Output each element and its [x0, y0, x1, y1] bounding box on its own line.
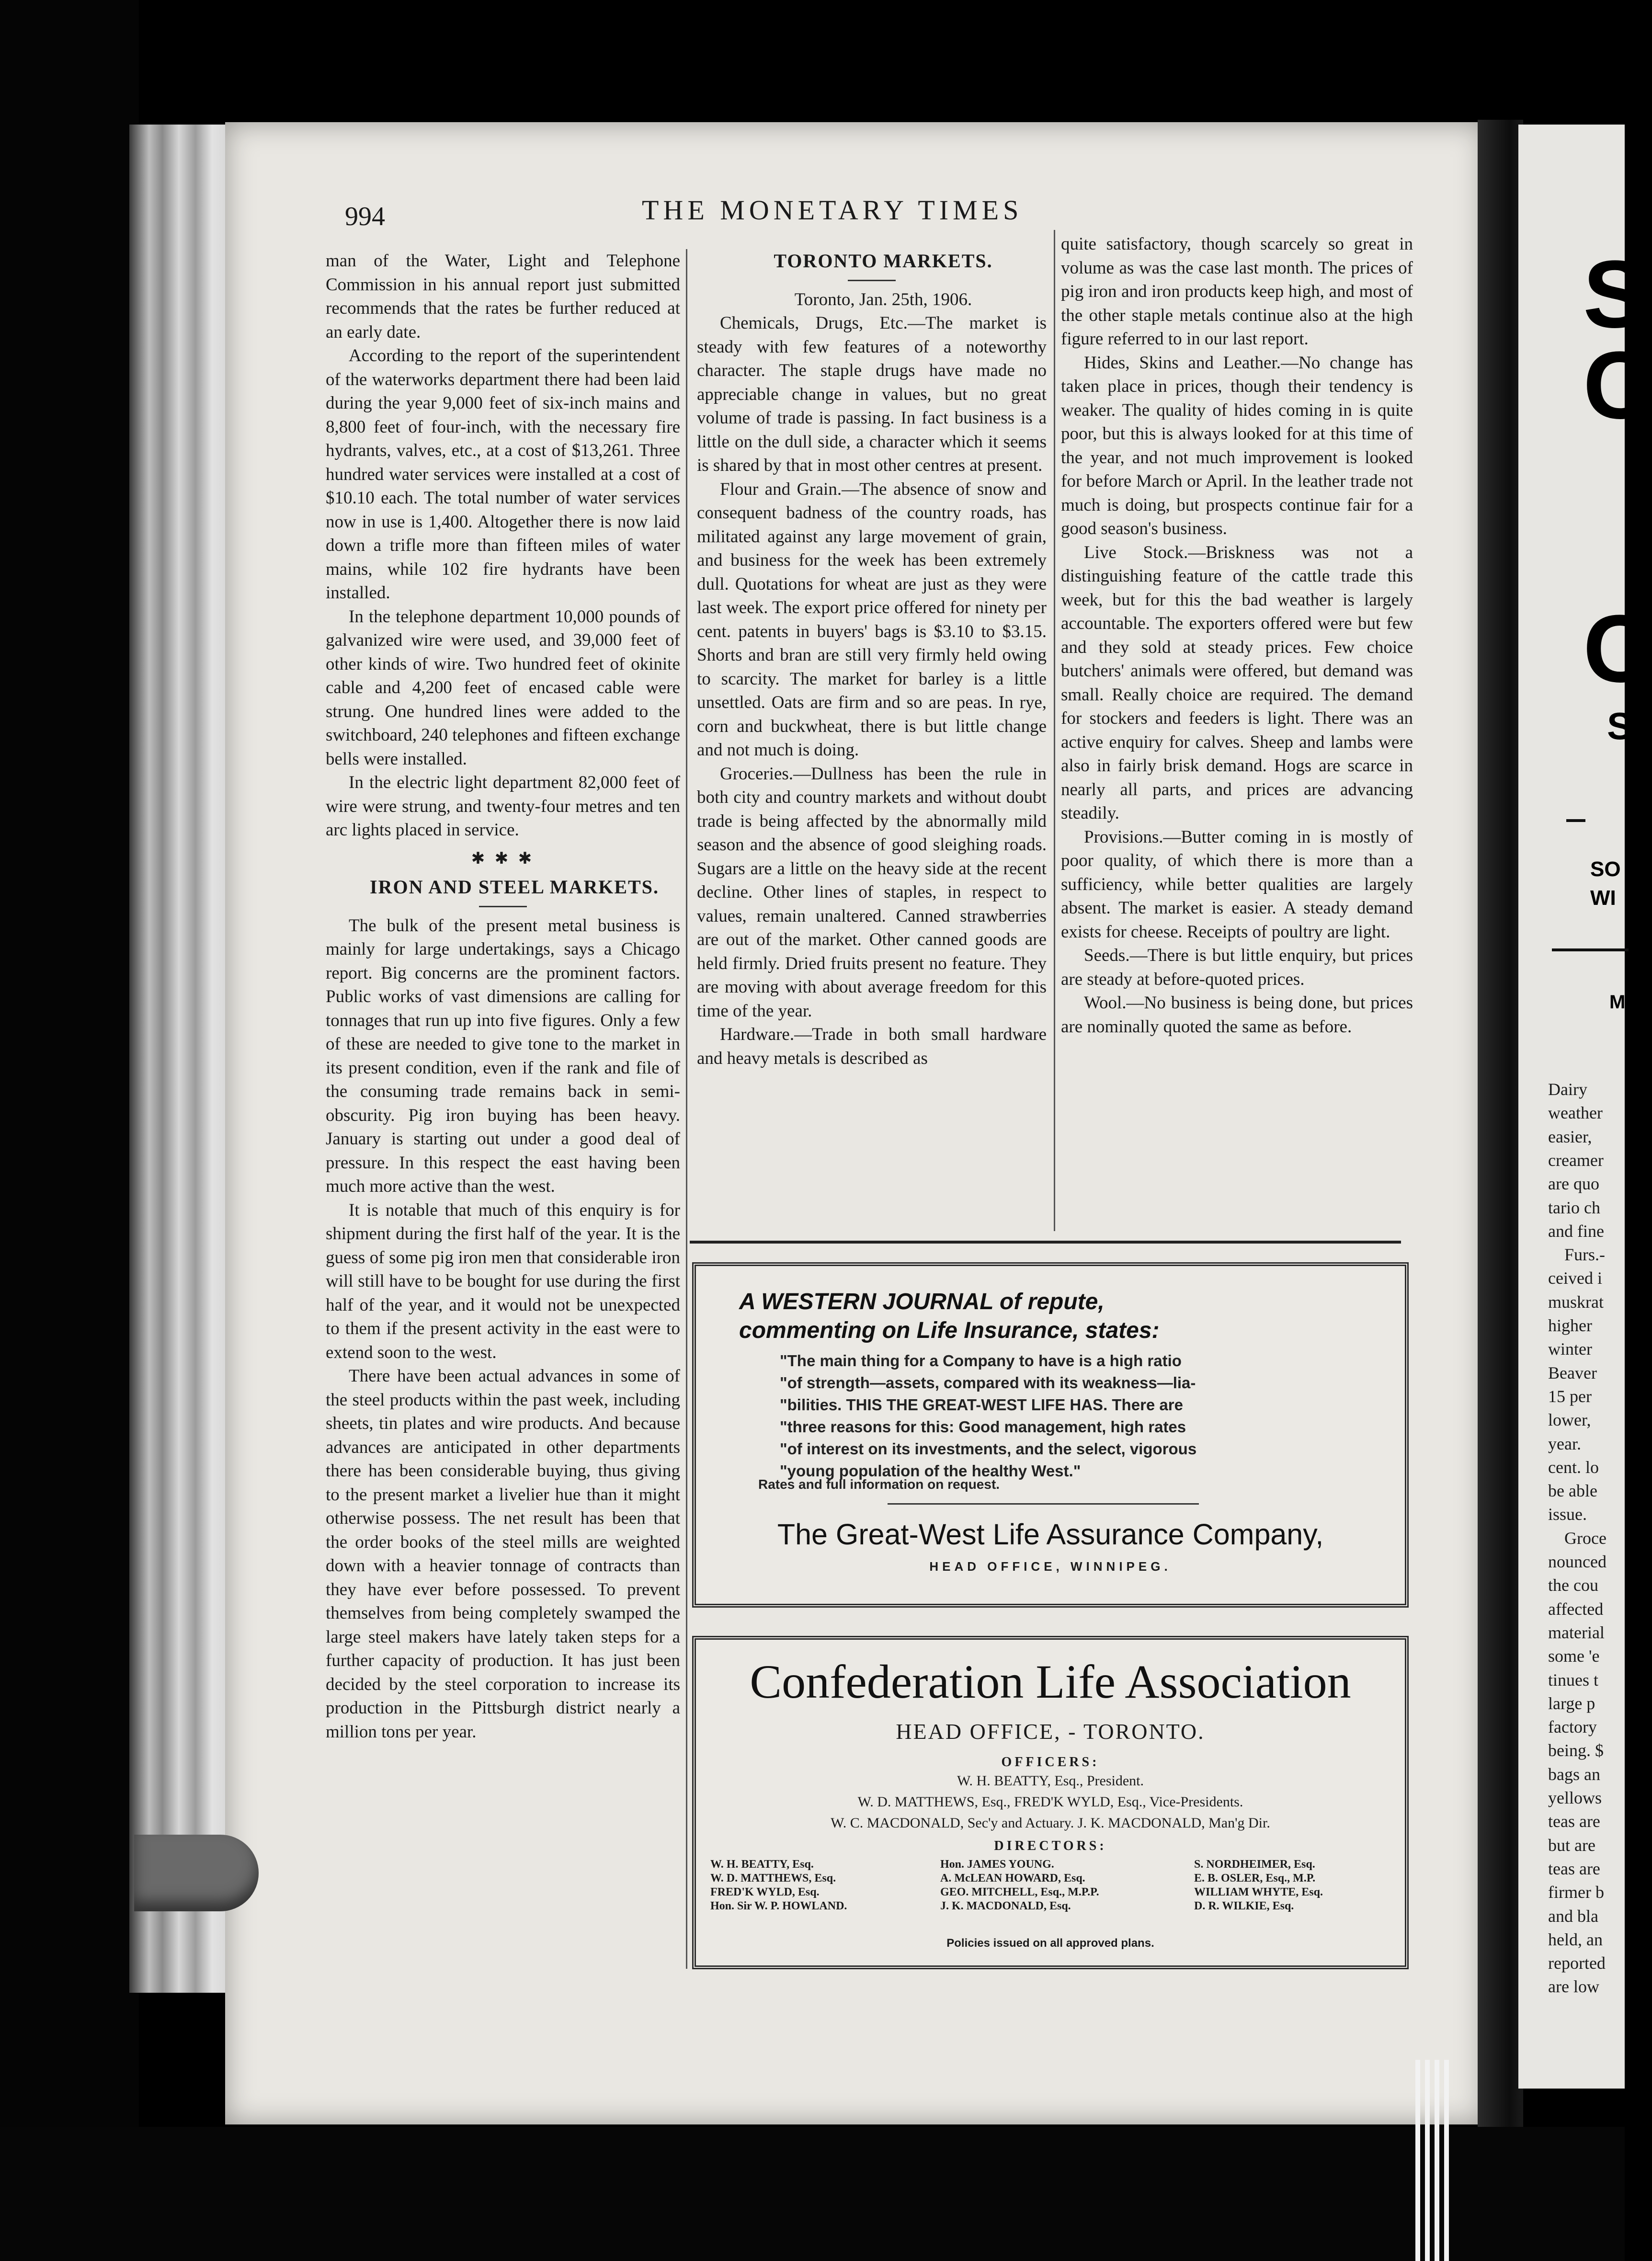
book-gutter — [1478, 120, 1523, 2132]
facing-page-large-letter: C — [1583, 332, 1652, 439]
article-paragraph: In the telephone department 10,000 pounds of galvanized wire were used, and 39,000 feet of other kinds of wire. Two hundred feet of okinite cable and 4,200 feet of encased cable were strung. One hundred lines were added to the switchboard, 240 telephones and fifteen exchange bells were installed. — [326, 606, 680, 769]
facing-page-large-letter: S — [1583, 241, 1647, 348]
film-mark — [1444, 2060, 1449, 2261]
article-paragraph: The bulk of the present metal business is mainly for large undertakings, says a Chicago report. Big concerns are the prominent factors. Public works of vast dimensions are calling for tonnages that run up into five figures. Only a few of these are needed to give tone to the market in its present condition, even if the rank and file of the consuming trade remains back in semi-obscurity. Pig iron buying has been heavy. January is starting out under a good deal of pressure. In this respect the east having been much more active than the west. — [326, 915, 680, 1196]
heading-rule — [479, 906, 527, 907]
facing-page-line: higher — [1548, 1316, 1592, 1335]
facing-page-dash — [1566, 819, 1585, 822]
toronto-markets-heading: TORONTO MARKETS. — [774, 250, 993, 272]
facing-page-line: bags an — [1548, 1764, 1600, 1784]
film-margin-bottom — [0, 2127, 1625, 2261]
section-ornament: ✱ ✱ ✱ — [471, 849, 535, 868]
director-name: W. H. BEATTY, Esq. — [710, 1858, 814, 1871]
facing-page-line: ceived i — [1548, 1268, 1602, 1288]
article-paragraph: According to the report of the superintendent of the waterworks department there had been laid during the year 9,000 feet of six-inch mains and 8,800 feet of four-inch, with the necessary fire hydrants, valves, etc., at a cost of $13,261. Three hundred water services were installed at a cost of $10.10 each. The total number of water services now in use is 1,400. Altogether there is now laid down a trifle more than fifteen miles of water mains, while 102 fire hydrants have been installed. — [326, 346, 680, 603]
book-page-edges — [129, 125, 239, 1993]
facing-page-line: weather — [1548, 1103, 1603, 1123]
facing-page-line: being. $ — [1548, 1741, 1604, 1760]
facing-page-line: teas are — [1548, 1859, 1600, 1878]
facing-page-line: issue. — [1548, 1505, 1587, 1524]
article-paragraph: quite satisfactory, though scarcely so great in volume as was the case last month. The prices of pig iron and iron products keep high, and most of the other staple metals continue also at the high figure referred to in our last report. — [1061, 234, 1413, 349]
directors-column — [710, 1858, 847, 1913]
article-paragraph: Hides, Skins and Leather.—No change has taken place in prices, though their tendency is weaker. The quality of hides coming in is quite poor, but this is always looked for at this time of the year, and not much improvement is looked for before March or April. In the leather trade not much is doing, but prospects continue fair for a good season's business. — [1061, 353, 1413, 538]
facing-page-line: be able — [1548, 1481, 1597, 1501]
director-name: W. D. MATTHEWS, Esq. — [710, 1872, 836, 1884]
facing-page-line: material — [1548, 1622, 1605, 1642]
facing-page-line: some 'e — [1548, 1646, 1600, 1666]
advert-note: Rates and full information on request. — [758, 1477, 1000, 1492]
quote-line: "three reasons for this: Good management, high rates — [780, 1418, 1186, 1436]
director-name: GEO. MITCHELL, Esq., M.P.P. — [940, 1886, 1099, 1898]
iron-steel-heading: IRON AND STEEL MARKETS. — [370, 876, 659, 898]
great-west-life-advert — [692, 1262, 1409, 1608]
facing-page-line: and fine — [1548, 1221, 1604, 1241]
facing-page-line: reported — [1548, 1953, 1606, 1973]
directors-column — [940, 1858, 1099, 1913]
column-2 — [697, 249, 1047, 1070]
quote-line: "young population of the healthy West." — [780, 1462, 1081, 1480]
facing-page — [1518, 125, 1652, 2089]
advert-head-office: HEAD OFFICE, - TORONTO. — [896, 1719, 1205, 1744]
film-mark — [1435, 2060, 1439, 2261]
director-name: FRED'K WYLD, Esq. — [710, 1886, 820, 1898]
article-paragraph: Groceries.—Dullness has been the rule in both city and country markets and without doubt trade is being affected by the abnormally mild season and the absence of good sleighing roads. Sugars are a little on the heavy side at the recent decline. Other lines of staples, in respect to values, remain unaltered. Canned strawberries are out of the market. Other canned goods are held firmly. Dried fruits present no feature. They are moving with about average freedom for this time of the year. — [697, 764, 1047, 1021]
article-paragraph: Seeds.—There is but little enquiry, but prices are steady at before-quoted prices. — [1061, 946, 1413, 989]
facing-page-line: are low — [1548, 1977, 1599, 1997]
article-paragraph: Chemicals, Drugs, Etc.—The market is steady with few features of a noteworthy character. The staple drugs have made no appreciable change in values, but no great volume of trade is passing. In fact business is a little on the dull side, a character which it seems is shared by that in most other centres at present. — [697, 313, 1047, 475]
page-number: 994 — [345, 202, 385, 231]
advert-rule — [888, 1503, 1199, 1505]
article-paragraph: Flour and Grain.—The absence of snow and consequent badness of the country roads, has militated against any large movement of grain, and business for the week has been extremely dull. Quotations for wheat are just as they were last week. The export price offered for ninety per cent. patents in buyers' bags is $3.10 to $3.15. Shorts and bran are still very firmly held owing to scarcity. The market for barley is a little unsettled. Oats are firm and so are peas. In rye, corn and buckwheat, there is but little change and not much is doing. — [697, 479, 1047, 760]
officer-president: W. H. BEATTY, Esq., President. — [957, 1773, 1144, 1789]
advert-company-name: Confederation Life Association — [750, 1655, 1351, 1708]
facing-page-caps: WI — [1590, 886, 1616, 910]
facing-page-line: 15 per — [1548, 1386, 1592, 1406]
advert-headline-line: commenting on Life Insurance, states: — [739, 1318, 1160, 1343]
facing-page-large-letter: C — [1583, 595, 1652, 702]
facing-page-line: are quo — [1548, 1174, 1599, 1194]
article-paragraph: It is notable that much of this enquiry is for shipment during the first half of the year. It is the guess of some pig iron men that considerable iron will still have to be bought for use during the first half of the year, and it would not be unexpected to them if the present activity in the east were to extend soon to the west. — [326, 1200, 680, 1362]
article-paragraph: Wool.—No business is being done, but prices are nominally quoted the same as before. — [1061, 993, 1413, 1037]
column-3 — [1061, 232, 1413, 1039]
director-name: WILLIAM WHYTE, Esq. — [1194, 1886, 1323, 1898]
officer-vice-presidents: W. D. MATTHEWS, Esq., FRED'K WYLD, Esq., Vice-Presidents. — [857, 1794, 1243, 1810]
facing-page-line: Beaver — [1548, 1363, 1597, 1382]
facing-page-line: firmer b — [1548, 1883, 1604, 1902]
masthead: THE MONETARY TIMES — [642, 194, 1023, 226]
confederation-life-advert — [692, 1636, 1409, 1969]
advert-headline — [739, 1288, 1160, 1345]
facing-page-caps: SO — [1590, 857, 1621, 881]
advert-company-name: The Great-West Life Assurance Company, — [777, 1518, 1324, 1551]
facing-page-line: year. — [1548, 1434, 1581, 1453]
advert-quote — [780, 1350, 1379, 1482]
heading-rule — [848, 280, 896, 281]
article-paragraph: There have been actual advances in some of the steel products within the past week, including sheets, tin plates and wire products. And because advances are anticipated in other departments there has been considerable buying, thus giving to the present market a livelier hue than it might otherwise possess. The net result has been that the order books of the steel mills are weighted down with a heavier tonnage of contracts than they have ever before possessed. To prevent themselves from being completely swamped the large steel makers have lately taken steps for a further capacity of production. It has just been decided by the steel corporation to increase its production in the Pittsburgh district nearly a million tons per year. — [326, 1366, 680, 1742]
facing-page-line: lower, — [1548, 1410, 1591, 1430]
facing-page-line: easier, — [1548, 1127, 1592, 1146]
film-mark — [1425, 2060, 1430, 2261]
column-1 — [326, 249, 680, 1744]
facing-page-large-letter: S — [1607, 705, 1633, 747]
facing-page-line: nounced — [1548, 1552, 1606, 1571]
facing-page-line: tario ch — [1548, 1198, 1600, 1217]
directors-column — [1194, 1858, 1323, 1913]
facing-page-line: cent. lo — [1548, 1457, 1599, 1477]
officer-secretary: W. C. MACDONALD, Sec'y and Actuary. J. K. MACDONALD, Man'g Dir. — [831, 1815, 1270, 1831]
facing-page-line: Furs.- — [1564, 1245, 1606, 1265]
advert-divider — [690, 1241, 1401, 1244]
directors-label: DIRECTORS: — [994, 1838, 1107, 1853]
facing-page-line: yellows — [1548, 1788, 1602, 1807]
facing-page-rule — [1552, 948, 1629, 951]
facing-page-line: factory — [1548, 1717, 1597, 1737]
quote-line: "bilities. THIS THE GREAT-WEST LIFE HAS. There are — [780, 1396, 1183, 1414]
director-name: D. R. WILKIE, Esq. — [1194, 1900, 1294, 1912]
film-mark — [1415, 2060, 1420, 2261]
director-name: Hon. Sir W. P. HOWLAND. — [710, 1900, 847, 1912]
column-rule — [1054, 230, 1055, 1231]
facing-page-line: teas are — [1548, 1812, 1600, 1831]
director-name: J. K. MACDONALD, Esq. — [940, 1900, 1071, 1912]
facing-page-line: large p — [1548, 1693, 1595, 1713]
quote-line: "of interest on its investments, and the select, vigorous — [780, 1440, 1197, 1458]
advert-head-office: HEAD OFFICE, WINNIPEG. — [929, 1559, 1172, 1574]
director-name: A. McLEAN HOWARD, Esq. — [940, 1872, 1085, 1884]
facing-page-line: tinues t — [1548, 1670, 1598, 1690]
facing-page-letter: M — [1609, 992, 1626, 1013]
facing-page-line: affected — [1548, 1599, 1604, 1619]
article-paragraph: In the electric light department 82,000 feet of wire were strung, and twenty-four metres and ten arc lights placed in service. — [326, 773, 680, 840]
article-paragraph: Hardware.—Trade in both small hardware and heavy metals is described as — [697, 1025, 1047, 1068]
director-name: S. NORDHEIMER, Esq. — [1194, 1858, 1315, 1871]
facing-page-line: muskrat — [1548, 1292, 1604, 1312]
film-margin-left — [0, 0, 139, 2261]
officers-label: OFFICERS: — [1001, 1755, 1100, 1770]
article-paragraph: Provisions.—Butter coming in is mostly of poor quality, of which there is more than a sufficiency, while better qualities are largely absent. The market is easier. A steady demand exists for cheese. Receipts of poultry are light. — [1061, 827, 1413, 942]
facing-page-line: creamer — [1548, 1150, 1604, 1170]
facing-page-line: but are — [1548, 1835, 1595, 1855]
advert-headline-line: A WESTERN JOURNAL of repute, — [739, 1289, 1105, 1314]
quote-line: "The main thing for a Company to have is a high ratio — [780, 1352, 1182, 1370]
article-paragraph: Live Stock.—Briskness was not a distinguishing feature of the cattle trade this week, but for this the bad weather is largely accountable. The exporters offered were but few and they sold at steady prices. Few choice butchers' animals were offered, but demand was small. Really choice are required. The demand for stockers and feeders is light. There was an active enquiry for calves. Sheep and lambs were also in fairly brisk demand. Hogs are scarce in nearly all parts, and prices are advancing steadily. — [1061, 542, 1413, 823]
facing-page-line: Dairy — [1548, 1080, 1587, 1099]
director-name: E. B. OSLER, Esq., M.P. — [1194, 1872, 1316, 1884]
column-rule — [686, 249, 687, 1969]
article-paragraph: man of the Water, Light and Telephone Commission in his annual report just submitted recommends that the rates be further reduced at an early date. — [326, 251, 680, 342]
advert-footer: Policies issued on all approved plans. — [946, 1937, 1154, 1950]
quote-line: "of strength—assets, compared with its weakness—lia- — [780, 1374, 1196, 1392]
facing-page-line: and bla — [1548, 1906, 1598, 1926]
director-name: Hon. JAMES YOUNG. — [940, 1858, 1054, 1871]
dateline: Toronto, Jan. 25th, 1906. — [794, 289, 972, 309]
facing-page-line: Groce — [1564, 1528, 1606, 1548]
page-clip — [134, 1835, 259, 1911]
facing-page-line: the cou — [1548, 1576, 1598, 1595]
facing-page-line: held, an — [1548, 1930, 1603, 1949]
facing-page-line: winter — [1548, 1339, 1592, 1359]
